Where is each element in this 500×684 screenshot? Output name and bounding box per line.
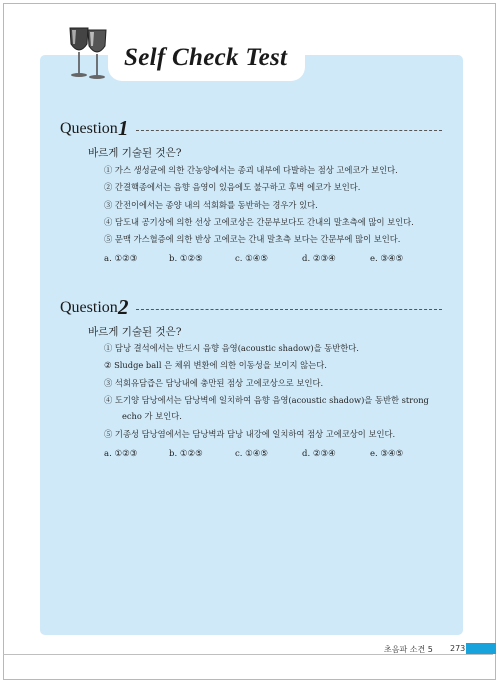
question-1-choice-d[interactable]: d. ②③④ — [302, 254, 336, 264]
question-1-choice-e[interactable]: e. ③④⑤ — [370, 254, 404, 264]
question-2-statement-continuation: echo 가 보인다. — [122, 411, 182, 421]
question-1-statement: ② 간결핵종에서는 음향 음영이 있음에도 불구하고 후벽 에코가 보인다. — [104, 182, 361, 192]
question-1-prompt: 바르게 기술된 것은? — [88, 147, 182, 159]
question-1-choice-a[interactable]: a. ①②③ — [104, 254, 138, 264]
question-label: Question — [60, 299, 118, 316]
question-1-statement: ⑤ 문맥 가스혈증에 의한 반상 고에코는 간내 말초측 보다는 간문부에 많이 보인다. — [104, 234, 401, 244]
question-1-choice-c[interactable]: c. ①④⑤ — [235, 254, 269, 264]
question-2-choice-a[interactable]: a. ①②③ — [104, 449, 138, 459]
question-2-statement: ② Sludge ball 은 체위 변환에 의한 이동성을 보이지 않는다. — [104, 360, 327, 370]
question-2-choice-e[interactable]: e. ③④⑤ — [370, 449, 404, 459]
page-number: 273 — [450, 644, 466, 653]
question-2-statement: ⑤ 기종성 담낭염에서는 담낭벽과 담낭 내강에 일치하여 점상 고에코상이 보인다. — [104, 429, 396, 439]
question-2-choice-d[interactable]: d. ②③④ — [302, 449, 336, 459]
footer-accent-bar — [466, 643, 496, 654]
question-1-statement: ③ 간전이에서는 종양 내의 석회화를 동반하는 경우가 있다. — [104, 200, 318, 210]
footer-section-title: 초음파 소견 5 — [384, 645, 433, 654]
dashed-divider — [136, 130, 442, 131]
question-2-choice-b[interactable]: b. ①②⑤ — [169, 449, 203, 459]
question-2-header — [60, 297, 442, 319]
question-1-choice-b[interactable]: b. ①②⑤ — [169, 254, 203, 264]
question-2-statement: ③ 석회유담즙은 담낭내에 충만된 점상 고에코상으로 보인다. — [104, 378, 324, 388]
page-title: Self Check Test — [124, 44, 288, 71]
question-2-choice-c[interactable]: c. ①④⑤ — [235, 449, 269, 459]
question-1-statement: ① 가스 생성균에 의한 간농양에서는 종괴 내부에 다발하는 점상 고에코가 보인다. — [104, 165, 398, 175]
question-number: 2 — [118, 295, 129, 319]
question-1-header — [60, 118, 442, 140]
question-2-statement: ① 담낭 결석에서는 반드시 음향 음영(acoustic shadow)을 동반한다. — [104, 343, 359, 353]
dashed-divider — [136, 309, 442, 310]
question-1-statement: ④ 담도내 공기상에 의한 선상 고에코상은 간문부보다도 간내의 말초측에 많이 보인다. — [104, 217, 414, 227]
question-2-prompt: 바르게 기술된 것은? — [88, 326, 182, 338]
question-number: 1 — [118, 116, 129, 140]
question-label: Question — [60, 120, 118, 137]
question-2-statement: ④ 도기양 담낭에서는 담낭벽에 일치하여 음향 음영(acoustic shadow)을 동반한 strong — [104, 395, 429, 405]
